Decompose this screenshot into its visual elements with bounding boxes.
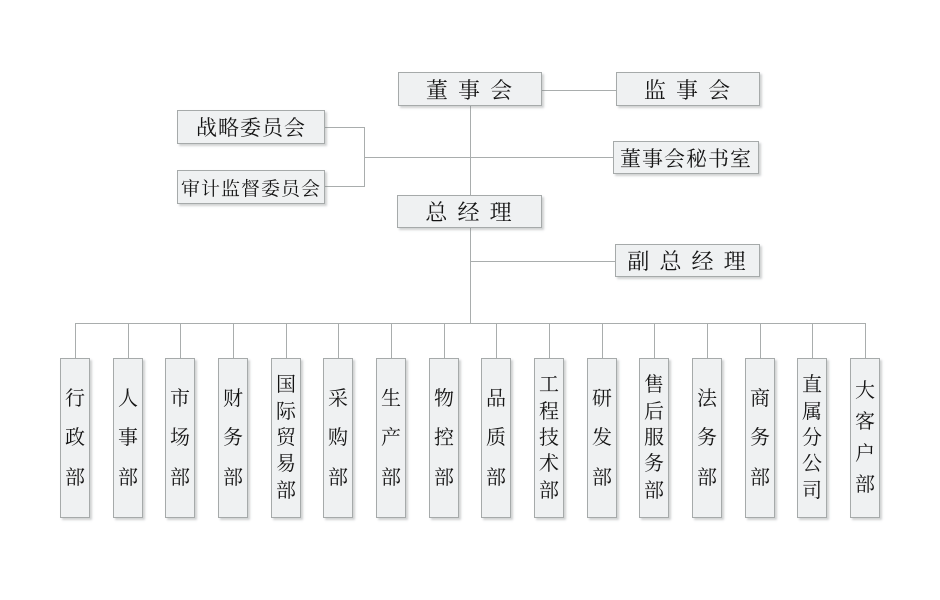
node-general-manager-label: 总 经 理 — [425, 200, 514, 225]
connector-gm-to-departments — [470, 228, 471, 323]
connector-drop-15 — [812, 323, 813, 358]
dept-after-sales: 售 后 服 务 部 — [639, 358, 669, 518]
node-board-secretary-office-label: 董事会秘书室 — [620, 147, 752, 171]
dept-commerce: 商 务 部 — [745, 358, 775, 518]
connector-drop-3 — [180, 323, 181, 358]
node-board — [398, 72, 542, 106]
node-deputy-general-manager — [615, 244, 760, 277]
connector-board-to-supervisory — [542, 90, 616, 91]
connector-drop-12 — [654, 323, 655, 358]
connector-deputy-gm-stub — [470, 261, 615, 262]
connector-drop-11 — [602, 323, 603, 358]
connector-drop-10 — [549, 323, 550, 358]
connector-drop-4 — [233, 323, 234, 358]
connector-drop-5 — [286, 323, 287, 358]
dept-legal: 法 务 部 — [692, 358, 722, 518]
node-audit-supervision-committee — [177, 170, 325, 204]
dept-finance: 财 务 部 — [218, 358, 248, 518]
dept-direct-branch: 直 属 分 公 司 — [797, 358, 827, 518]
dept-material-control: 物 控 部 — [429, 358, 459, 518]
dept-engineering-tech: 工 程 技 术 部 — [534, 358, 564, 518]
connector-drop-7 — [391, 323, 392, 358]
node-board-label: 董 事 会 — [425, 77, 515, 103]
node-strategy-committee-label: 战略委员会 — [196, 117, 306, 140]
dept-production: 生 产 部 — [376, 358, 406, 518]
node-general-manager — [397, 195, 542, 228]
node-deputy-general-manager-label: 副 总 经 理 — [627, 249, 748, 274]
node-board-secretary-office — [613, 141, 759, 174]
connector-committee-bracket — [364, 127, 365, 187]
dept-key-accounts: 大 客 户 部 — [850, 358, 880, 518]
dept-rnd: 研 发 部 — [587, 358, 617, 518]
node-strategy-committee — [177, 110, 325, 144]
connector-audit-stub — [325, 186, 364, 187]
connector-board-to-gm — [470, 106, 471, 195]
connector-drop-1 — [75, 323, 76, 358]
connector-drop-14 — [760, 323, 761, 358]
connector-cross-committees-secretary — [364, 157, 613, 158]
dept-quality: 品 质 部 — [481, 358, 511, 518]
dept-intl-trade: 国 际 贸 易 部 — [271, 358, 301, 518]
node-audit-supervision-committee-label: 审计监督委员会 — [180, 178, 321, 200]
node-supervisory-board-label: 监 事 会 — [643, 77, 733, 103]
connector-drop-13 — [707, 323, 708, 358]
dept-administration: 行 政 部 — [60, 358, 90, 518]
dept-procurement: 采 购 部 — [323, 358, 353, 518]
node-supervisory-board — [616, 72, 760, 106]
dept-marketing: 市 场 部 — [165, 358, 195, 518]
connector-drop-16 — [865, 323, 866, 358]
connector-department-bus — [75, 323, 865, 324]
connector-drop-8 — [444, 323, 445, 358]
connector-strategy-stub — [325, 127, 364, 128]
connector-drop-9 — [496, 323, 497, 358]
dept-hr: 人 事 部 — [113, 358, 143, 518]
connector-drop-6 — [338, 323, 339, 358]
connector-drop-2 — [128, 323, 129, 358]
